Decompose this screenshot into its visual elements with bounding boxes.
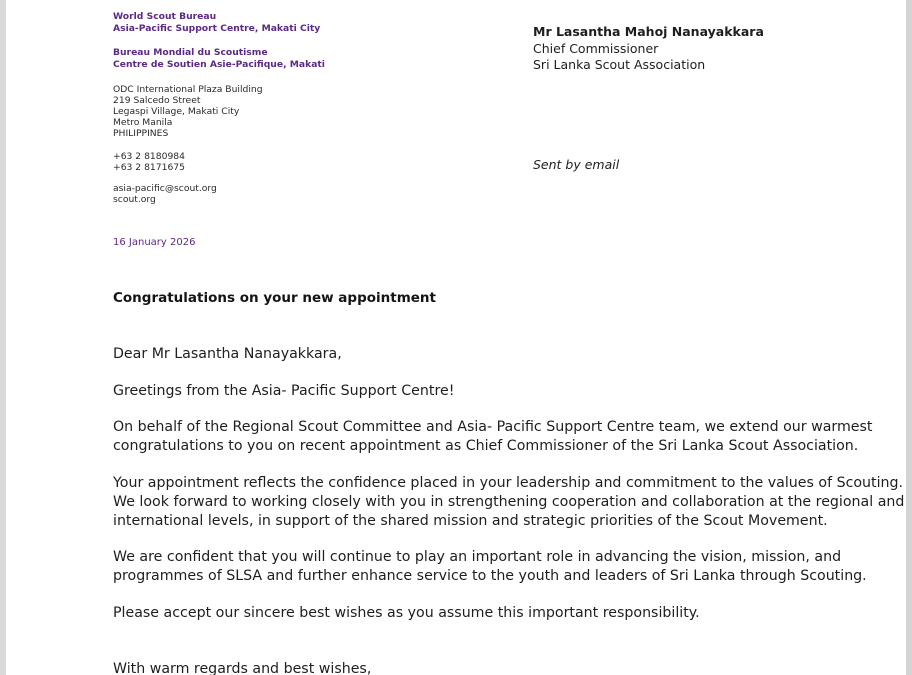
paragraph-line: congratulations to you on recent appointment as Chief Commissioner of the Sri Lanka Scout Association. (113, 438, 859, 454)
letter-page (6, 0, 906, 675)
letter-greeting (113, 382, 853, 401)
page-edge-right (906, 0, 912, 675)
letter-paragraph-3 (113, 548, 867, 586)
delivery-method: Sent by email (533, 157, 620, 172)
phone-number: +63 2 8180984 (113, 151, 185, 162)
sender-contact (113, 183, 217, 205)
closing-text: With warm regards and best wishes, (113, 661, 372, 675)
paragraph-line: We look forward to working closely with you in strengthening cooperation and collaboration at the regional and (113, 494, 905, 510)
recipient-name: Mr Lasantha Mahoj Nanayakkara (533, 24, 764, 39)
letter-subject: Congratulations on your new appointment (113, 290, 436, 306)
letter-salutation (113, 345, 853, 364)
sender-org-english (113, 11, 320, 34)
letter-paragraph-1 (113, 418, 873, 456)
letter-date: 16 January 2026 (113, 237, 196, 248)
paragraph-line: We are confident that you will continue to play an important role in advancing the vision, mission, and (113, 549, 842, 565)
sender-phones (113, 151, 185, 173)
paragraph-line: On behalf of the Regional Scout Committee and Asia- Pacific Support Centre team, we extend our warmest (113, 419, 873, 435)
sender-website: scout.org (113, 194, 156, 205)
sender-org-name-fr: Bureau Mondial du Scoutisme (113, 47, 268, 58)
address-line: Legaspi Village, Makati City (113, 106, 240, 117)
recipient-title: Chief Commissioner (533, 40, 659, 56)
sender-org-name-en: World Scout Bureau (113, 11, 217, 22)
recipient-block (533, 24, 764, 74)
sender-address (113, 84, 263, 139)
address-line: 219 Salcedo Street (113, 95, 201, 106)
greeting-text: Greetings from the Asia- Pacific Support Centre! (113, 383, 455, 399)
sender-org-french (113, 47, 325, 70)
address-line: Metro Manila (113, 117, 173, 128)
letter-closing (113, 660, 853, 675)
paragraph-line: international levels, in support of the shared mission and strategic priorities of the Scout Movement. (113, 513, 828, 529)
sender-email: asia-pacific@scout.org (113, 183, 217, 194)
address-line: ODC International Plaza Building (113, 84, 263, 95)
recipient-organization: Sri Lanka Scout Association (533, 57, 706, 72)
paragraph-line: Your appointment reflects the confidence placed in your leadership and commitment to the values of Scouting. (113, 475, 904, 491)
sender-org-centre-fr: Centre de Soutien Asie-Pacifique, Makati (113, 58, 325, 70)
letter-paragraph-4 (113, 604, 853, 623)
sender-org-centre-en: Asia-Pacific Support Centre, Makati City (113, 22, 321, 34)
paragraph-line: Please accept our sincere best wishes as you assume this important responsibility. (113, 605, 700, 621)
phone-number: +63 2 8171675 (113, 162, 185, 173)
address-line: PHILIPPINES (113, 128, 169, 139)
letter-paragraph-2 (113, 474, 905, 531)
paragraph-line: programmes of SLSA and further enhance service to the youth and leaders of Sri Lanka through Scouting. (113, 568, 867, 584)
salutation-text: Dear Mr Lasantha Nanayakkara, (113, 346, 342, 362)
